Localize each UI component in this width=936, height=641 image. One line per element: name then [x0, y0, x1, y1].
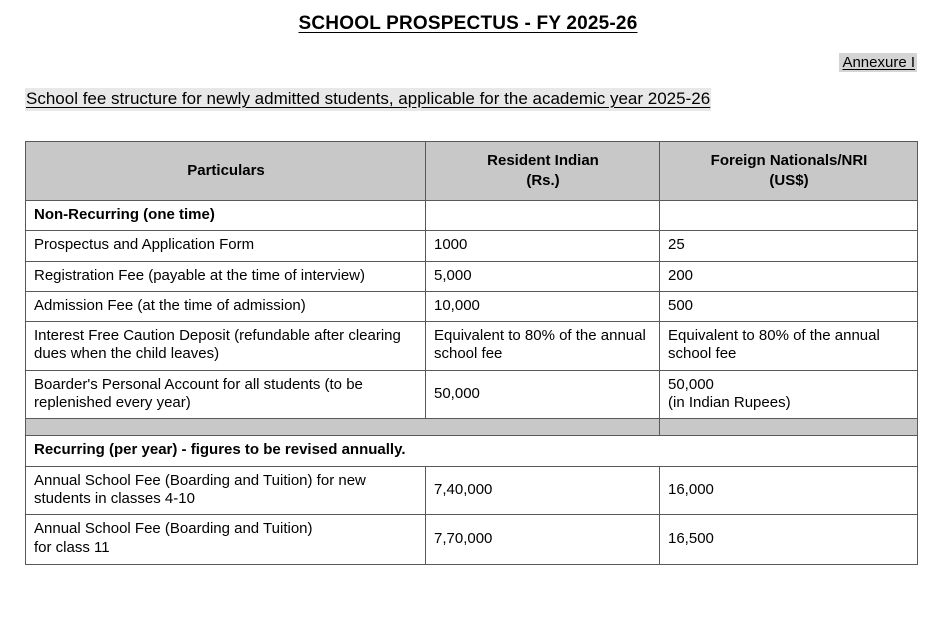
- table-row: [26, 370, 918, 419]
- row-foreign-value: [660, 322, 918, 371]
- row-foreign-value: 200: [660, 261, 918, 291]
- table-row: [26, 322, 918, 371]
- row-resident-value: 10,000: [426, 291, 660, 321]
- row-particulars: Admission Fee (at the time of admission): [26, 291, 426, 321]
- row-foreign-value: 25: [660, 231, 918, 261]
- column-header-foreign-unit: (US$): [769, 171, 809, 189]
- column-header-foreign-nri: [660, 142, 918, 201]
- row-foreign-value: 16,500: [660, 515, 918, 565]
- section-label-non-recurring: Non-Recurring (one time): [26, 201, 426, 231]
- section-label-recurring: Recurring (per year) - figures to be revised annually.: [26, 436, 918, 466]
- row-foreign-value: 16,000: [660, 466, 918, 515]
- section-divider-right: [660, 419, 918, 436]
- row-resident-value: 1000: [426, 231, 660, 261]
- row-resident-value: 50,000: [426, 370, 660, 419]
- table-row: [26, 466, 918, 515]
- row-resident-value: 5,000: [426, 261, 660, 291]
- column-header-particulars: Particulars: [26, 142, 426, 201]
- column-header-resident-indian: [426, 142, 660, 201]
- row-foreign-value-note: (in Indian Rupees): [668, 394, 791, 412]
- section-divider-left: [26, 419, 660, 436]
- row-particulars: Boarder's Personal Account for all students (to be replenished every year): [26, 370, 426, 419]
- row-resident-value: 7,70,000: [426, 515, 660, 565]
- subtitle-container: [25, 88, 917, 111]
- annexure-container: [839, 53, 917, 72]
- row-resident-value: 7,40,000: [426, 466, 660, 515]
- column-header-resident-unit: (Rs.): [526, 171, 560, 189]
- section-header-non-recurring: [26, 201, 918, 231]
- subtitle-text: School fee structure for newly admitted students, applicable for the academic year 2025-26: [25, 88, 711, 111]
- row-particulars: Interest Free Caution Deposit (refundable after clearing dues when the child leaves): [26, 322, 426, 371]
- section-header-recurring: [26, 436, 918, 466]
- row-foreign-value: 500: [660, 291, 918, 321]
- row-foreign-value: [660, 370, 918, 419]
- row-particulars: Annual School Fee (Boarding and Tuition) for new students in classes 4-10: [26, 466, 426, 515]
- row-particulars: [26, 515, 426, 565]
- annexure-label: Annexure I: [839, 53, 917, 72]
- fee-structure-table: [25, 141, 918, 565]
- table-header-row: [26, 142, 918, 201]
- section-divider-row: [26, 419, 918, 436]
- row-resident-value: Equivalent to 80% of the annual school fee: [426, 322, 660, 371]
- row-foreign-value-text: Equivalent to 80% of the annual school fee: [668, 327, 880, 363]
- page-title: SCHOOL PROSPECTUS - FY 2025-26: [298, 13, 638, 34]
- column-header-resident-title: Resident Indian: [487, 152, 599, 169]
- table-row: [26, 515, 918, 565]
- table-row: [26, 261, 918, 291]
- column-header-foreign-title: Foreign Nationals/NRI: [710, 152, 868, 169]
- section-non-recurring-resident-empty: [426, 201, 660, 231]
- row-particulars: Registration Fee (payable at the time of interview): [26, 261, 426, 291]
- table-row: [26, 231, 918, 261]
- row-particulars-line1: Annual School Fee (Boarding and Tuition): [34, 520, 313, 538]
- table-row: [26, 291, 918, 321]
- row-foreign-value-amount: 50,000: [668, 375, 714, 393]
- row-particulars-line2: for class 11: [34, 539, 110, 557]
- row-particulars: Prospectus and Application Form: [26, 231, 426, 261]
- section-non-recurring-foreign-empty: [660, 201, 918, 231]
